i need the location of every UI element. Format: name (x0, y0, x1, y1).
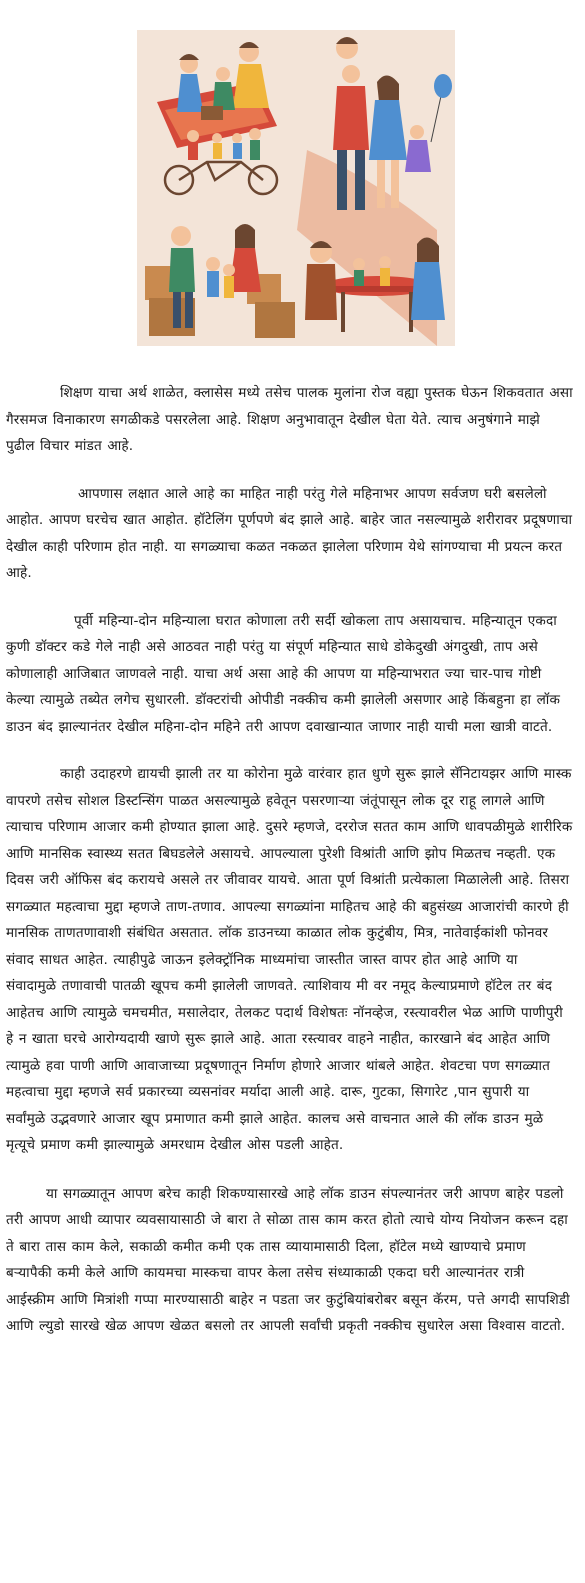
paragraph: काही उदाहरणे द्यायची झाली तर या कोरोना मुळे वारंवार हात धुणे सुरू झाले सॅनिटायझर आणि मास्क वापरणे तसेच सोशल डिस्टन्सिंग पाळत असल्यामुळे हवेतून पसरणाऱ्या जंतूंपासून लोक दूर राहू लागले आणि त्याचाच परिणाम आजार कमी होण्यात झाला आहे. दुसरे म्हणजे, दररोज सतत काम आणि धावपळीमुळे शारीरिक आणि मानसिक स्वास्थ्य सतत बिघडलेले असायचे. आपल्याला पुरेशी विश्रांती आणि झोप मिळतच नव्हती. एक दिवस जरी ऑफिस बंद करायचे असले तर जीवावर यायचे. आता पूर्ण विश्रांती प्रत्येकाला मिळालेली आहे. तिसरा सगळ्यात महत्वाचा मुद्दा म्हणजे ताण-तणाव. आपल्या सगळ्यांना माहितच आहे की बहुसंख्य आजारांची कारणे ही मानसिक ताणतणावाशी संबंधित असतात. लॉक डाउनच्या काळात लोक कुटुंबीय, मित्र, नातेवाईकांशी फोनवर संवाद साधत आहेत. त्याहीपुढे जाऊन इलेक्ट्रॉनिक माध्यमांचा जास्तीत जास्त वापर होत आहे आणि या संवादामुळे तणावाची पातळी खूपच कमी झालेली जाणवते. त्याशिवाय मी वर नमूद केल्याप्रमाणे हॉटेल तर बंद आहेतच आणि त्यामुळे चमचमीत, मसालेदार, तेलकट पदार्थ विशेषतः नॉनव्हेज, रस्त्यावरील भेळ आणि पाणीपुरी हे न खाता घरचे आरोग्यदायी खाणे सुरू झाले आहे. आता रस्त्यावर वाहने नाहीत, कारखाने बंद आहेत आणि त्यामुळे हवा पाणी आणि आवाजाच्या प्रदूषणातून निर्माण होणारे आजार थांबले आहेत. शेवटचा पण सगळ्यात महत्वाचा मुद्दा म्हणजे सर्व प्रकारच्या व्यसनांवर मर्यादा आली आहे. दारू, गुटका, सिगारेट ,पान सुपारी या सर्वांमुळे उद्भवणारे आजार खूप प्रमाणात कमी झाले आहेत. कालच असे वाचनात आले की लॉक डाउन मुळे मृत्यूचे प्रमाण कमी झाल्यामुळे अमरधाम देखील ओस पडली आहेत. (6, 766, 573, 1153)
article-body (0, 380, 585, 1340)
paragraph: शिक्षण याचा अर्थ शाळेत, क्लासेस मध्ये तसेच पालक मुलांना रोज वह्या पुस्तक घेऊन शिकवतात असा गैरसमज विनाकारण सगळीकडे पसरलेला आहे. शिक्षण अनुभावातून देखील घेता येते. त्याच अनुषंगाने माझे पुढील विचार मांडत आहे. (6, 385, 573, 454)
balloon-icon (434, 74, 452, 98)
paragraph: पूर्वी महिन्या-दोन महिन्याला घरात कोणाला तरी सर्दी खोकला ताप असायचाच. महिन्यातून एकदा कुणी डॉक्टर कडे गेले नाही असे आठवत नाही परंतु या संपूर्ण महिन्यात साधे डोकेदुखी अंगदुखी, ताप असे कोणालाही आजिबात जाणवले नाही. याचा अर्थ असा आहे की आपण या महिन्याभरात ज्या चार-पाच गोष्टी केल्या त्यामुळे तब्येत लगेच सुधारली. डॉक्टरांची ओपीडी नक्कीच कमी झालेली असणार आहे किंबहुना हा लॉक डाउन बंद झाल्यानंतर देखील महिना-दोन महिने तरी आपण दवाखान्यात जाणार नाही याची मला खात्री वाटते. (6, 612, 561, 735)
paragraph: या सगळ्यातून आपण बरेच काही शिकण्यासारखे आहे लॉक डाउन संपल्यानंतर जरी आपण बाहेर पडलो तरी आपण आधी व्यापार व्यवसायासाठी जे बारा ते सोळा तास काम करत होतो त्याचे योग्य नियोजन करून दहा ते बारा तास काम केले, सकाळी कमीत कमी एक तास व्यायामासाठी दिला, हॉटेल मध्ये खाण्याचे प्रमाण बऱ्यापैकी कमी केले आणि कायमचा मास्कचा वापर केला तसेच संध्याकाळी एकदा घरी आल्यानंतर रात्री आईस्क्रीम आणि मित्रांशी गप्पा मारण्यासाठी बाहेर न पडता जर कुटुंबियांबरोबर बसून कॅरम, पत्ते अगदी सापशिडी आणि ल्युडो सारखे खेळ आपण खेळत बसलो तर आपली सर्वांची प्रकृती नक्कीच सुधारेल असा विश्वास वाटतो. (6, 1185, 570, 1334)
family-activities-illustration (137, 30, 455, 346)
paragraph: आपणास लक्षात आले आहे का माहित नाही परंतु गेले महिनाभर आपण सर्वजण घरी बसलेलो आहोत. आपण घरचेच खात आहोत. हॉटेलिंग पूर्णपणे बंद झाले आहे. बाहेर जात नसल्यामुळे शरीरावर प्रदूषणाचा देखील काही परिणाम होत नाही. या सगळ्याचा कळत नकळत झालेला परिणाम येथे सांगण्याचा मी प्रयत्न करत आहे. (6, 485, 573, 581)
